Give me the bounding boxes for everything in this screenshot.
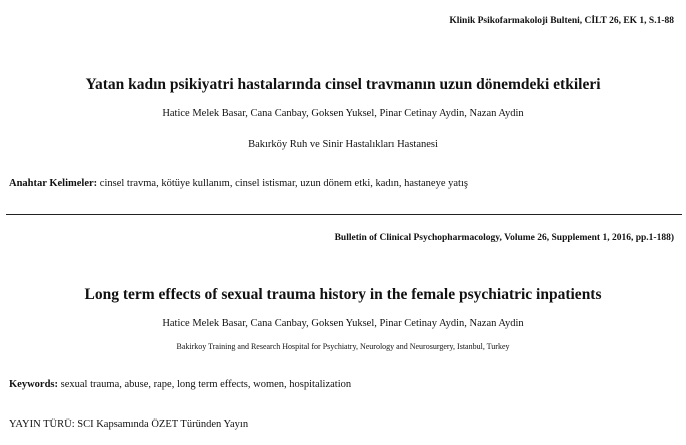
keywords-english — [9, 379, 351, 390]
keywords-turkish — [9, 178, 468, 189]
authors-english: Hatice Melek Basar, Cana Canbay, Goksen Yuksel, Pinar Cetinay Aydin, Nazan Aydin — [162, 318, 524, 329]
institution-english: Bakirkoy Training and Research Hospital for Psychiatry, Neurology and Neurosurgery, Istanbul, Turkey — [176, 342, 510, 351]
authors-turkish: Hatice Melek Basar, Cana Canbay, Goksen Yuksel, Pinar Cetinay Aydin, Nazan Aydin — [162, 108, 524, 119]
article-title-english: Long term effects of sexual trauma history in the female psychiatric inpatients — [84, 286, 602, 303]
journal-reference-turkish: Klinik Psikofarmakoloji Bulteni, CİLT 26, EK 1, S.1-88 — [449, 16, 674, 26]
section-divider — [6, 214, 682, 215]
keywords-label-english: Keywords: — [9, 379, 58, 390]
keywords-text-english: sexual trauma, abuse, rape, long term effects, women, hospitalization — [58, 379, 352, 390]
institution-turkish: Bakırköy Ruh ve Sinir Hastalıkları Hastanesi — [248, 139, 438, 150]
publication-type: YAYIN TÜRÜ: SCI Kapsamında ÖZET Türünden Yayın — [9, 419, 249, 430]
keywords-text-turkish: cinsel travma, kötüye kullanım, cinsel istismar, uzun dönem etki, kadın, hastaneye yatış — [97, 178, 468, 189]
keywords-label-turkish: Anahtar Kelimeler: — [9, 178, 98, 189]
journal-reference-english: Bulletin of Clinical Psychopharmacology, Volume 26, Supplement 1, 2016, pp.1-188) — [334, 233, 674, 243]
article-title-turkish: Yatan kadın psikiyatri hastalarında cinsel travmanın uzun dönemdeki etkileri — [85, 76, 601, 93]
